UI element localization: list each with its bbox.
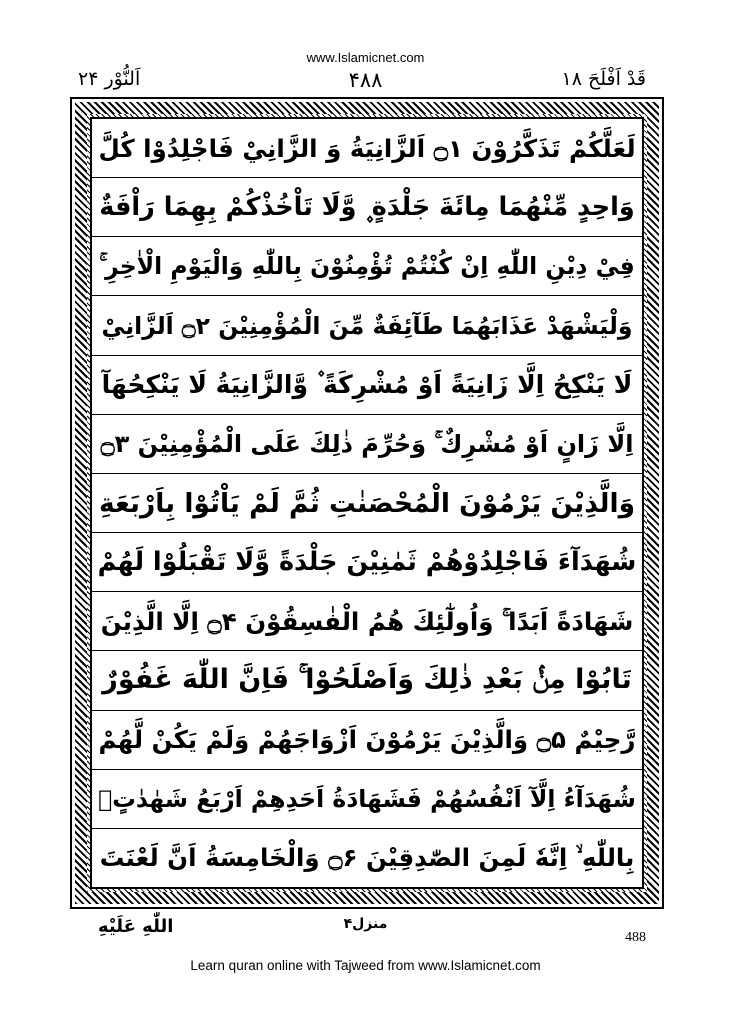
verse-line: بِاللّٰهِ ۙ اِنَّهٗ لَمِنَ الصّٰدِقِيْنَ ۝۶ وَالْخَامِسَةُ اَنَّ لَعْنَتَ: [99, 843, 635, 873]
text-area: [90, 117, 644, 889]
verse-line: فِيْ دِيْنِ اللّٰهِ اِنْ كُنْتُمْ تُؤْمِنُوْنَ بِاللّٰهِ وَالْيَوْمِ الْاٰخِرِ ۚ: [92, 237, 642, 296]
verse-line: وَالَّذِيْنَ يَرْمُوْنَ الْمُحْصَنٰتِ ثُمَّ لَمْ يَاْتُوْا بِاَرْبَعَةِ: [92, 474, 642, 533]
verse-line: شَهَادَةً اَبَدًا ۚ وَاُولٰٓئِكَ هُمُ الْفٰسِقُوْنَ ۝۴ اِلَّا الَّذِيْنَ: [92, 592, 642, 651]
verse-line: اِلَّا زَانٍ اَوْ مُشْرِكٌ ۚ وَحُرِّمَ ذٰلِكَ عَلَى الْمُؤْمِنِيْنَ ۝۳: [92, 415, 642, 474]
page-frame: [70, 97, 664, 909]
verse-line: تَابُوْا مِنْۢ بَعْدِ ذٰلِكَ وَاَصْلَحُوْا ۚ فَاِنَّ اللّٰهَ غَفُوْرٌ: [92, 651, 642, 710]
bottom-tagline: Learn quran online with Tajweed from www.Islamicnet.com: [190, 958, 541, 973]
verse-line: شُهَدَآءُ اِلَّآ اَنْفُسُهُمْ فَشَهَادَةُ اَحَدِهِمْ اَرْبَعُ شَهٰدٰتٍۭ: [92, 770, 642, 829]
verse-line: شُهَدَآءَ فَاجْلِدُوْهُمْ ثَمٰنِيْنَ جَلْدَةً وَّلَا تَقْبَلُوْا لَهُمْ: [92, 533, 642, 592]
footer-catchword: اللّٰهِ عَلَيْهِ: [98, 916, 174, 937]
verse-line: وَاحِدٍ مِّنْهُمَا مِائَةَ جَلْدَةٍ ۪ وَّلَا تَاْخُذْكُمْ بِهِمَا رَاْفَةٌ: [92, 178, 642, 237]
header-surah-name: اَلنُّوْر ٢۴: [78, 68, 141, 90]
verse-lines: [92, 119, 642, 887]
footer-manzil: منزل۴: [343, 916, 388, 932]
site-url: www.Islamicnet.com: [306, 50, 425, 65]
header-page-number: ۴۸۸: [348, 68, 383, 92]
verse-line: وَلْيَشْهَدْ عَذَابَهُمَا طَآئِفَةٌ مِّنَ الْمُؤْمِنِيْنَ ۝۲ اَلزَّانِيْ: [92, 296, 642, 355]
footer-page-number: 488: [625, 930, 646, 945]
verse-line: لَعَلَّكُمْ تَذَكَّرُوْنَ ۝۱ اَلزَّانِيَةُ وَ الزَّانِيْ فَاجْلِدُوْا كُلَّ: [92, 119, 642, 178]
header-juz-name: قَدْ اَفْلَحَ ١٨: [561, 68, 646, 90]
verse-line: لَا يَنْكِحُ اِلَّا زَانِيَةً اَوْ مُشْرِكَةً ۫ وَّالزَّانِيَةُ لَا يَنْكِحُهَآ: [92, 356, 642, 415]
verse-line: رَّحِيْمٌ ۝۵ وَالَّذِيْنَ يَرْمُوْنَ اَزْوَاجَهُمْ وَلَمْ يَكُنْ لَّهُمْ: [92, 711, 642, 770]
